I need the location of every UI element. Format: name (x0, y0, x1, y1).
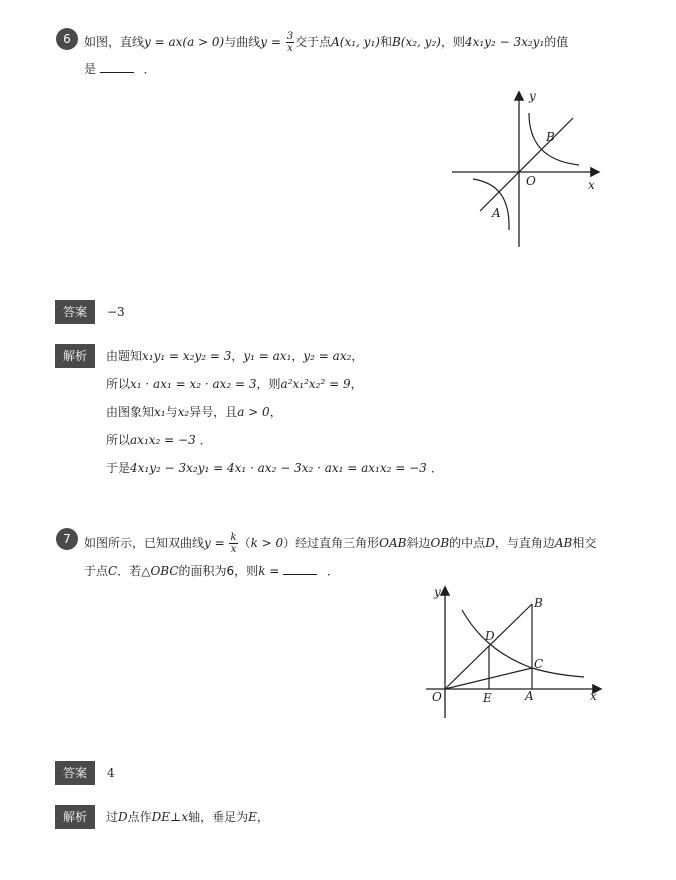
q6-analysis-text: ， (231, 349, 244, 363)
q6-label-A: A (492, 206, 501, 220)
q6-line (480, 118, 573, 211)
q6-math: 4x₁y₂ − 3x₂y₁ (464, 35, 545, 49)
question-number-7: 7 (56, 528, 78, 550)
q6-frac-den: x (287, 43, 293, 54)
q6-analysis-line3 (106, 403, 282, 421)
q7-fraction (229, 532, 237, 555)
q6-analysis-text: 所以 (106, 433, 131, 447)
q7-analysis-text: ， (256, 810, 269, 824)
q7-text: 的面积为 (178, 564, 227, 578)
q7-analysis-line1 (106, 808, 269, 826)
question-number-6: 6 (56, 28, 78, 50)
q6-analysis-math: x₁ (154, 405, 166, 419)
q6-analysis-text: ． (199, 433, 212, 447)
q6-label-x: x (588, 178, 595, 192)
q6-analysis-tag: 解析 (55, 344, 95, 368)
q7-math: 6 (226, 564, 235, 578)
q7-analysis-text: 点作 (127, 810, 152, 824)
q7-math: OB (430, 536, 450, 550)
q6-analysis-text: 于是 (106, 461, 131, 475)
q6-analysis-line5 (106, 459, 443, 477)
q7-math: △OBC (141, 564, 179, 578)
q7-text: 斜边 (406, 536, 431, 550)
q6-text: 如图，直线 (84, 35, 145, 49)
q6-math: A(x₁, y₁) (331, 35, 380, 49)
q7-math: AB (554, 536, 573, 550)
q7-answer: 4 (107, 766, 115, 780)
q7-label-x: x (590, 689, 597, 703)
q6-analysis-text: ， (350, 377, 363, 391)
q6-label-O: O (526, 174, 536, 188)
q6-analysis-text: ． (430, 461, 443, 475)
q7-analysis-tag: 解析 (55, 805, 95, 829)
q7-analysis-text: 过 (106, 810, 119, 824)
q6-analysis-text: 由图象知 (106, 405, 155, 419)
q7-math: k = (258, 564, 284, 578)
q6-analysis-math: a > 0 (237, 405, 270, 419)
q6-math: B(x₂, y₂) (391, 35, 441, 49)
q6-analysis-math: x₂ (177, 405, 190, 419)
q7-label-D: D (485, 629, 495, 643)
q6-analysis-text: ， (291, 349, 304, 363)
q6-answer: −3 (107, 305, 125, 319)
q7-text: ，则 (234, 564, 259, 578)
q7-label-C: C (534, 657, 544, 671)
q6-analysis-text: ， (351, 349, 364, 363)
q6-analysis-line2 (106, 375, 363, 393)
q6-text: 交于点 (295, 35, 332, 49)
q7-analysis-math: E (248, 810, 257, 824)
q7-text: ．若 (117, 564, 142, 578)
q6-figure (440, 85, 610, 255)
q7-label-B: B (534, 596, 543, 610)
q7-label-y: y (434, 585, 441, 599)
q6-stem-line2 (84, 60, 156, 78)
q7-figure (420, 582, 610, 722)
q6-answer-blank (100, 62, 134, 73)
q7-analysis-math: D (118, 810, 128, 824)
q6-analysis-math: x₁y₁ = x₂y₂ = 3 (142, 349, 232, 363)
q7-text: （ (238, 536, 251, 550)
q7-analysis-math: DE⊥x (151, 810, 189, 824)
q6-analysis-text: ， (269, 405, 282, 419)
q6-analysis-text: 与 (165, 405, 178, 419)
q6-analysis-math: ax₁x₂ = −3 (130, 433, 196, 447)
q7-label-A: A (525, 689, 534, 703)
q7-label-E: E (483, 691, 492, 705)
q6-text: ． (143, 62, 156, 76)
q6-math: y = (260, 35, 285, 49)
q6-stem-line1 (84, 31, 568, 54)
q6-analysis-math: a²x₁²x₂² = 9 (280, 377, 351, 391)
q7-text: 于点 (84, 564, 109, 578)
q7-stem-line1 (84, 532, 596, 555)
q6-analysis-text: 由题知 (106, 349, 143, 363)
q6-analysis-math: y₂ = ax₂ (303, 349, 352, 363)
q6-analysis-text: 所以 (106, 377, 131, 391)
q7-hyperbola (462, 610, 584, 677)
q7-math: D (485, 536, 495, 550)
q7-math: C (108, 564, 118, 578)
q7-text: ． (326, 564, 339, 578)
q7-math: k > 0 (250, 536, 284, 550)
q7-math: OAB (379, 536, 407, 550)
q7-math: y = (204, 536, 229, 550)
q6-analysis-math: y₁ = ax₁ (243, 349, 292, 363)
q7-text: 的中点 (449, 536, 486, 550)
q7-answer-tag: 答案 (55, 761, 95, 785)
q6-text: 是 (84, 62, 97, 76)
q6-label-y: y (529, 89, 536, 103)
q6-analysis-text: 异号，且 (189, 405, 238, 419)
q7-frac-den: x (230, 544, 237, 555)
q7-text: 相交 (572, 536, 597, 550)
q7-analysis-text: 轴，垂足为 (188, 810, 249, 824)
q6-fraction (286, 31, 294, 54)
q6-text: 和 (379, 35, 392, 49)
q7-text: ）经过直角三角形 (283, 536, 380, 550)
q6-text: 与曲线 (224, 35, 261, 49)
q6-analysis-line4 (106, 431, 212, 449)
q6-text: ，则 (440, 35, 465, 49)
q6-analysis-text: ，则 (256, 377, 281, 391)
q7-label-O: O (432, 690, 442, 704)
q7-stem-line2 (84, 562, 339, 580)
q6-label-B: B (546, 130, 555, 144)
q7-text: ，与直角边 (494, 536, 555, 550)
q6-text: 的值 (544, 35, 569, 49)
q6-analysis-math: 4x₁y₂ − 3x₂y₁ = 4x₁ · ax₂ − 3x₂ · ax₁ = ax₁x₂ = −3 (130, 461, 427, 475)
q7-frac-num: k (230, 532, 237, 543)
q6-frac-num: 3 (286, 31, 294, 42)
q6-answer-tag: 答案 (55, 300, 95, 324)
q7-answer-blank (283, 564, 317, 575)
q6-analysis-math: x₁ · ax₁ = x₂ · ax₂ = 3 (130, 377, 257, 391)
q6-analysis-line1 (106, 347, 363, 365)
q7-text: 如图所示，已知双曲线 (84, 536, 205, 550)
q6-math: y = ax(a > 0) (144, 35, 225, 49)
